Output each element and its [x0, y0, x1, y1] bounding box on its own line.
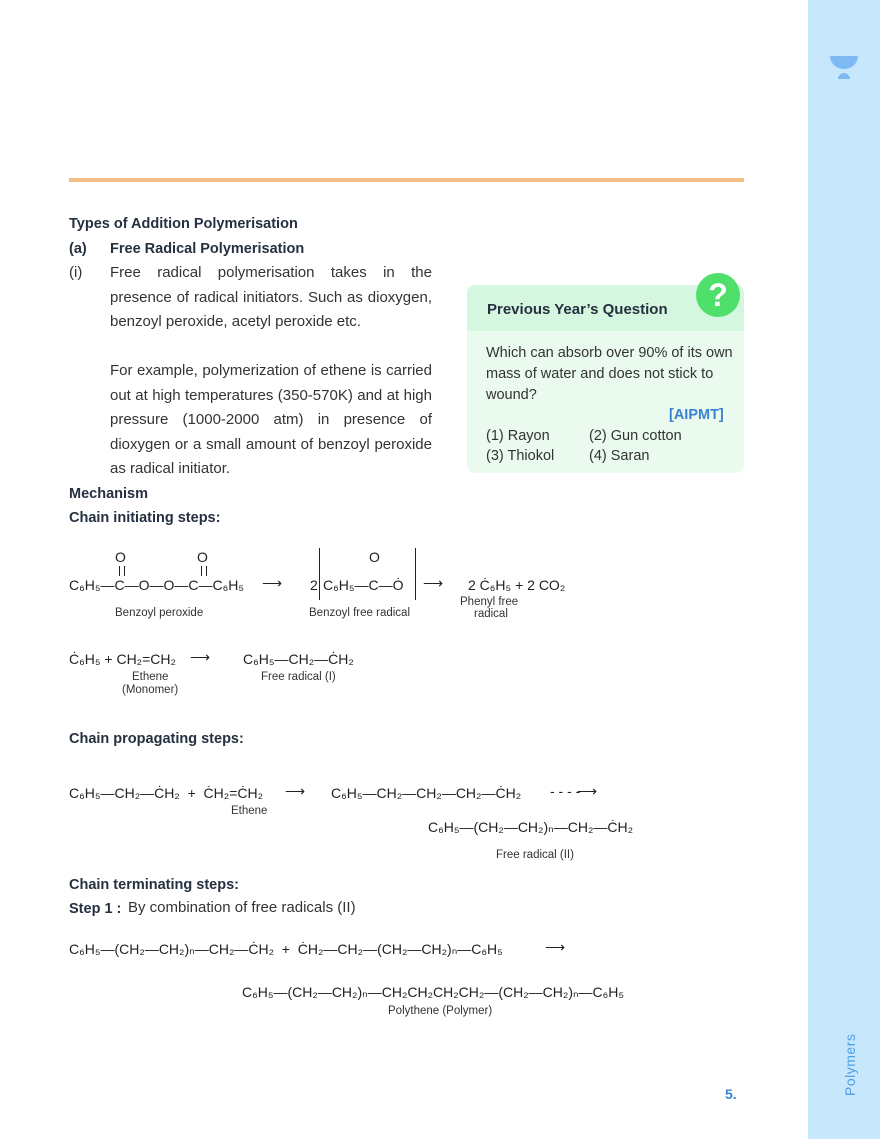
pyq-question: Which can absorb over 90% of its own mass of water and does not stick to wound?	[486, 345, 733, 403]
unacademy-logo-icon	[829, 54, 859, 80]
carbonyl-o-3: O	[369, 549, 380, 565]
question-icon: ?	[696, 273, 740, 317]
ethene-caption: Ethene	[132, 671, 169, 683]
phenyl-ethene: Ċ₆H₅ + CH₂=CH₂	[69, 651, 176, 667]
coefficient: 2	[310, 577, 318, 593]
option-1: (1) Rayon	[486, 428, 550, 444]
benzoyl-peroxide-formula: C₆H₅—C—O—O—C—C₆H₅	[69, 577, 245, 593]
benzoyl-radical-caption: Benzoyl free radical	[309, 607, 410, 619]
section-title: Types of Addition Polymerisation	[69, 216, 298, 232]
benzoyl-radical-formula: C₆H₅—C—Ȯ	[323, 577, 404, 593]
free-radical-1: C₆H₅—CH₂—ĊH₂	[243, 651, 354, 667]
polythene-caption: Polythene (Polymer)	[388, 1005, 493, 1017]
paragraph-1: Free radical polymerisation takes in the presence of radical initiators. Such as dioxygen, benzoyl peroxide, acetyl peroxide etc.	[110, 264, 432, 330]
carbonyl-o-2: O	[197, 549, 208, 565]
paragraph-2: For example, polymerization of ethene is carried out at high temperatures (350-570K) and at high pressure (1000-2000 atm) in presence of dioxygen or a small amount of benzoyl peroxide as radical initiator.	[110, 362, 432, 477]
sidebar	[808, 0, 880, 1139]
phenyl-products: 2 Ċ₆H₅ + 2 CO₂	[468, 577, 566, 593]
double-bond	[119, 566, 125, 576]
step1-label: Step 1 :	[69, 901, 122, 917]
propagation-product: C₆H₅—CH₂—CH₂—CH₂—ĊH₂	[331, 785, 522, 801]
arrow-icon: ⟶	[285, 783, 306, 799]
benzoyl-peroxide-caption: Benzoyl peroxide	[115, 607, 204, 619]
header-rule	[69, 178, 744, 182]
pyq-title: Previous Year’s Question	[487, 301, 668, 318]
double-bond	[201, 566, 207, 576]
arrow-icon: ⟶	[423, 575, 444, 591]
sub-title: Free Radical Polymerisation	[110, 241, 305, 257]
ethene-caption-2: Ethene	[231, 805, 268, 817]
terminating-heading: Chain terminating steps:	[69, 877, 239, 893]
pyq-tag: [AIPMT]	[669, 407, 724, 423]
item-label: (i)	[69, 264, 83, 281]
option-3: (3) Thiokol	[486, 448, 555, 464]
propagating-heading: Chain propagating steps:	[69, 731, 244, 747]
step1-text: By combination of free radicals (II)	[128, 899, 356, 916]
carbonyl-o-1: O	[115, 549, 126, 565]
initiating-heading: Chain initiating steps:	[69, 510, 221, 526]
monomer-caption: (Monomer)	[122, 684, 179, 696]
arrow-icon: ⟶	[577, 783, 598, 799]
arrow-icon: ⟶	[545, 939, 566, 955]
arrow-icon: ⟶	[262, 575, 283, 591]
phenyl-caption-2: radical	[474, 608, 508, 620]
page-number: 5.	[725, 1086, 737, 1102]
free-radical-1-caption: Free radical (I)	[261, 671, 336, 683]
termination-reactants: C₆H₅—(CH₂—CH₂)ₙ—CH₂—ĊH₂ + ĊH₂—CH₂—(CH₂—CH₂)ₙ—C₆H₅	[69, 941, 503, 957]
dots: - - - -	[550, 783, 581, 799]
chapter-title: Polymers	[842, 1033, 858, 1097]
mechanism-heading: Mechanism	[69, 486, 148, 502]
sub-label: (a)	[69, 241, 87, 257]
option-4: (4) Saran	[589, 448, 650, 464]
option-2: (2) Gun cotton	[589, 428, 682, 444]
free-radical-2: C₆H₅—(CH₂—CH₂)ₙ—CH₂—ĊH₂	[428, 819, 634, 835]
phenyl-caption-1: Phenyl free	[460, 596, 519, 608]
polythene-formula: C₆H₅—(CH₂—CH₂)ₙ—CH₂CH₂CH₂CH₂—(CH₂—CH₂)ₙ—C₆H₅	[242, 984, 625, 1000]
arrow-icon: ⟶	[190, 649, 211, 665]
free-radical-2-caption: Free radical (II)	[496, 849, 574, 861]
propagation-reactants: C₆H₅—CH₂—ĊH₂ + ĊH₂=ĊH₂	[69, 785, 264, 801]
